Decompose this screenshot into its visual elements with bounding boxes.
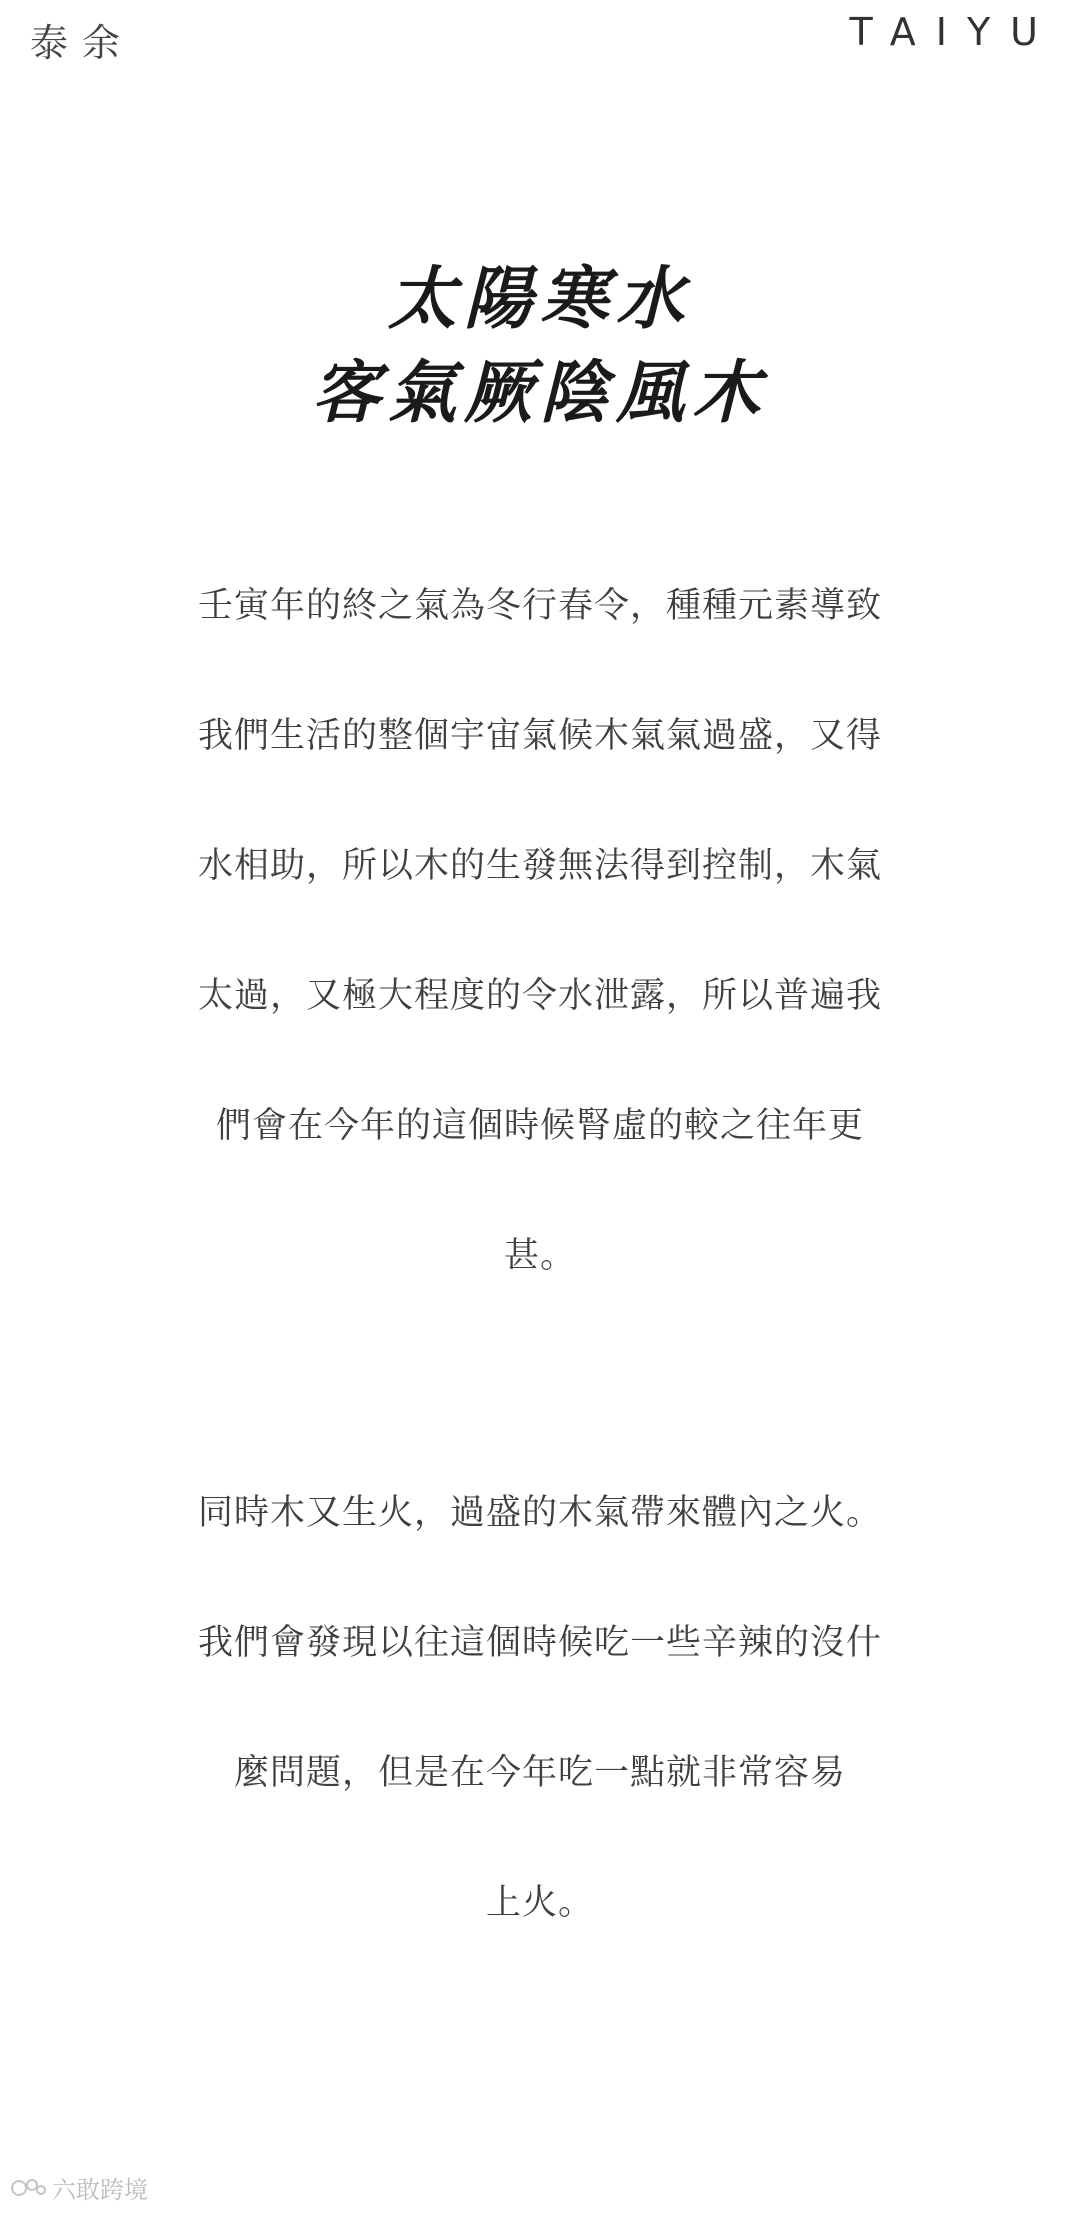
paragraph-line: 太過，又極大程度的令水泄露，所以普遍我 — [197, 976, 882, 1016]
title-line-2: 客氣厥陰風木 — [311, 353, 768, 433]
watermark-logo-icon — [10, 2177, 48, 2199]
watermark — [10, 2170, 148, 2205]
paragraph-line: 麼問題，但是在今年吃一點就非常容易 — [233, 1753, 846, 1793]
watermark-text: 六敢跨境 — [52, 2176, 148, 2204]
paragraph-line: 同時木又生火，過盛的木氣帶來體內之火。 — [197, 1493, 882, 1533]
paragraph-1 — [158, 541, 922, 1321]
brand-name-english: TAIYU — [849, 10, 1058, 54]
paragraph-line: 我們生活的整個宇宙氣候木氣氣過盛，又得 — [197, 716, 882, 756]
page-title — [0, 252, 1080, 440]
paragraph-line: 們會在今年的這個時候腎虛的較之往年更 — [215, 1106, 864, 1146]
paragraph-line: 我們會發現以往這個時候吃一些辛辣的沒什 — [197, 1623, 882, 1663]
paragraph-line: 上火。 — [485, 1883, 594, 1923]
paragraph-line: 壬寅年的終之氣為冬行春令，種種元素導致 — [197, 586, 882, 626]
paragraph-line: 甚。 — [503, 1236, 576, 1276]
title-line-1: 太陽寒水 — [387, 259, 692, 339]
paragraph-line: 水相助，所以木的生發無法得到控制，木氣 — [197, 846, 882, 886]
paragraph-2 — [158, 1448, 922, 1968]
brand-name-chinese: 泰余 — [30, 21, 135, 65]
